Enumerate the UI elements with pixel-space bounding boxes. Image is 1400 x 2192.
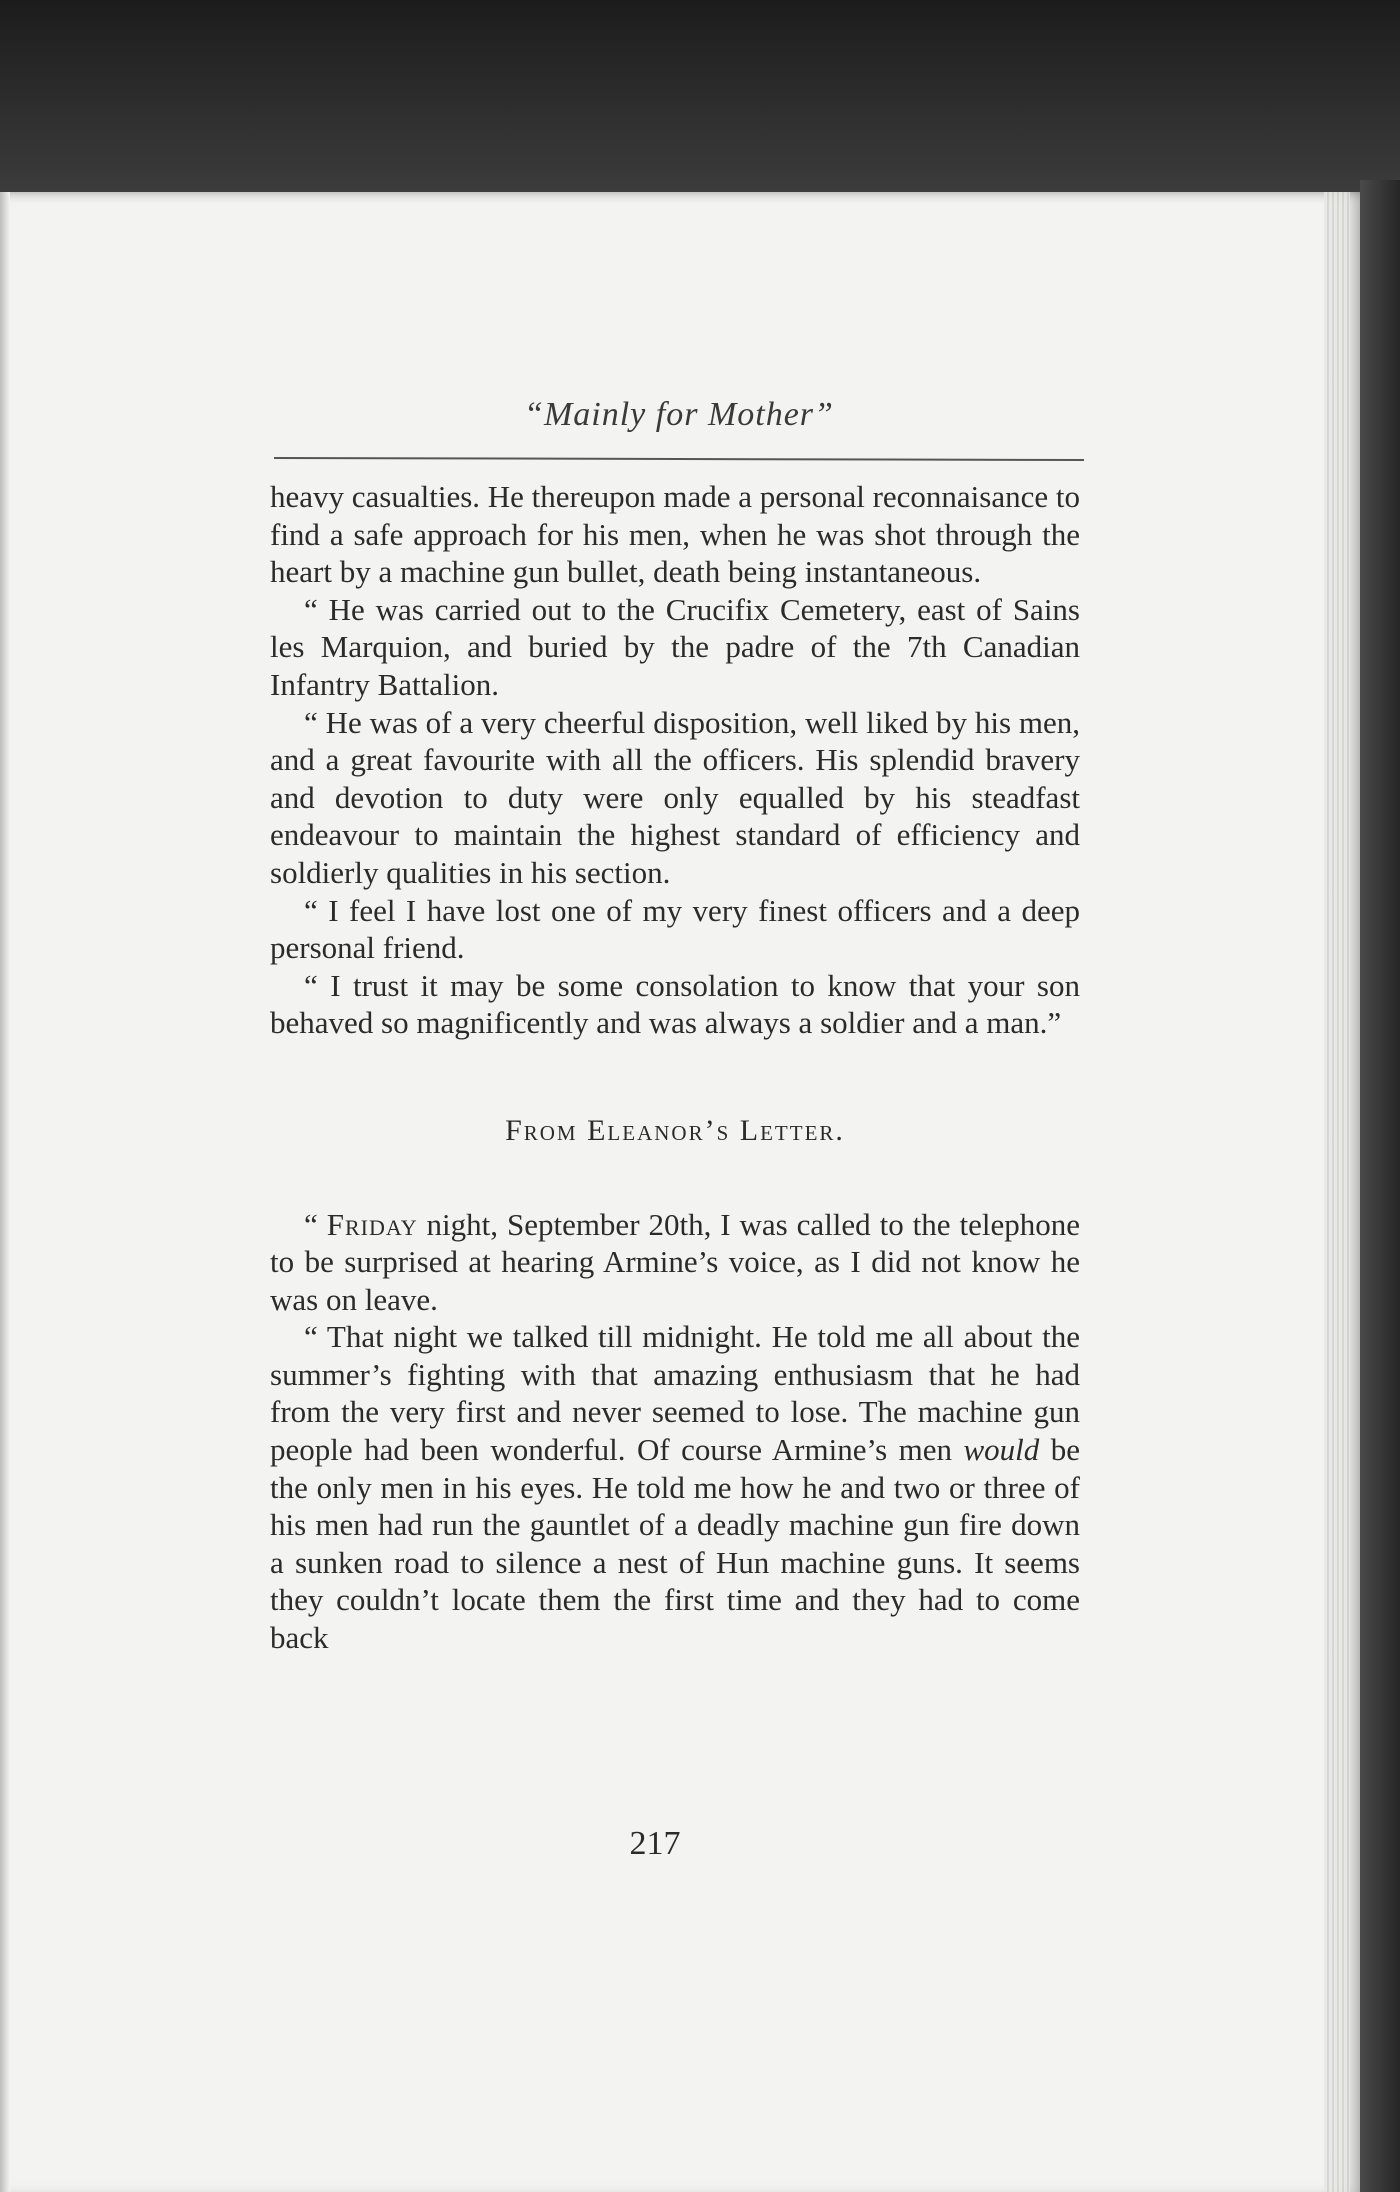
paragraph-6 xyxy=(270,1206,1080,1319)
scan-background-right xyxy=(1360,180,1400,2192)
page-edges xyxy=(1324,192,1350,2192)
paragraph-3: “ He was of a very cheerful disposition, well liked by his men, and a great favourite with all the officers. His splendid bravery and devotion to duty were only equalled by his steadfast endeavour to maintain the highest standard of efficiency and soldierly qualities in his section. xyxy=(270,704,1080,890)
running-head: “Mainly for Mother” xyxy=(524,396,834,433)
paragraph-1: heavy casualties. He thereupon made a personal reconnaisance to find a safe approach for his men, when he was shot through the heart by a machine gun bullet, death being instantaneous. xyxy=(270,479,1080,590)
open-quote: “ xyxy=(304,1206,327,1242)
emphasis-word: would xyxy=(963,1432,1040,1468)
smallcaps-word: Friday xyxy=(326,1206,418,1242)
scan-background-top xyxy=(0,0,1400,200)
page-number: 217 xyxy=(629,1825,681,1862)
page-gutter-shadow xyxy=(0,192,10,2192)
paragraph-7-start: “ That night we talked till midnight. He told me all about the summer’s fighting with that amazing enthusiasm that he had from the very first and never seemed to lose. The machine gun people had been wonderful. Of course Armine’s men xyxy=(270,1319,1080,1468)
paragraph-4: “ I feel I have lost one of my very finest officers and a deep personal friend. xyxy=(270,892,1080,966)
paragraph-6-rest: night, September 20th, I was called to the telephone to be surprised at hearing Armine’s voice, as I did not know he was on leave. xyxy=(270,1206,1080,1317)
section-title: From Eleanor’s Letter. xyxy=(505,1113,845,1147)
paragraph-2: “ He was carried out to the Crucifix Cemetery, east of Sains les Marquion, and buried by the padre of the 7th Canadian Infantry Battalion. xyxy=(270,591,1080,702)
paragraph-7-end: be the only men in his eyes. He told me how he and two or three of his men had run the gauntlet of a deadly machine gun fire down a sunken road to silence a nest of Hun machine guns. It seems they couldn’t locate them the first time and they had to come back xyxy=(270,1432,1080,1656)
body-text xyxy=(270,478,1080,1657)
paragraph-5: “ I trust it may be some consolation to know that your son behaved so magnificently and was always a soldier and a man.” xyxy=(270,967,1080,1041)
paragraph-7 xyxy=(270,1318,1080,1656)
